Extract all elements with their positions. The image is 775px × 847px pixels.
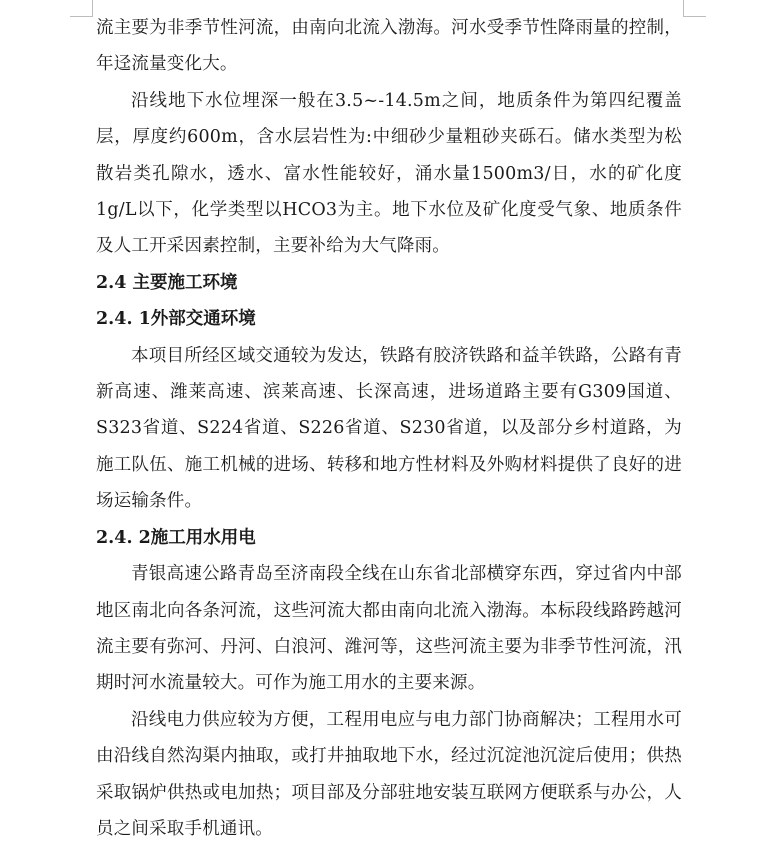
heading-external-traffic: 2.4. 1外部交通环境 [96, 309, 256, 330]
crop-mark-left [70, 0, 93, 17]
paragraph-river-flow: 流主要为非季节性河流，由南向北流入渤海。河水受季节性降雨量的控制，年迳流量变化大。 [96, 18, 682, 75]
heading-construction-environment: 2.4 主要施工环境 [96, 272, 238, 293]
crop-mark-right [683, 0, 706, 17]
document-body [96, 10, 682, 847]
paragraph-traffic: 本项目所经区域交通较为发达，铁路有胶济铁路和益羊铁路，公路有青新高速、潍莱高速、滨莱高速、长深高速，进场道路主要有G309国道、S323省道、S224省道、S226省道、S230省道，以及部分乡村道路，为施工队伍、施工机械的进场、转移和地方性材料及外购材料提供了良好的进场运输条件。 [96, 345, 682, 512]
heading-water-power: 2.4. 2施工用水用电 [96, 527, 256, 548]
paragraph-groundwater: 沿线地下水位埋深一般在3.5~-14.5m之间，地质条件为第四纪覆盖层，厚度约600m，含水层岩性为:中细砂少量粗砂夹砾石。储水类型为松散岩类孔隙水，透水、富水性能较好，涌水量1500m3/日，水的矿化度1g/L以下，化学类型以HCO3为主。地下水位及矿化度受气象、地质条件及人工开采因素控制，主要补给为大气降雨。 [96, 90, 682, 257]
paragraph-power-supply: 沿线电力供应较为方便，工程用电应与电力部门协商解决；工程用水可由沿线自然沟渠内抽取，或打井抽取地下水，经过沉淀池沉淀后使用；供热采取锅炉供热或电加热；项目部及分部驻地安装互联网方便联系与办公，人员之间采取手机通讯。 [96, 709, 682, 839]
paragraph-water-source: 青银高速公路青岛至济南段全线在山东省北部横穿东西，穿过省内中部地区南北向各条河流，这些河流大都由南向北流入渤海。本标段线路跨越河流主要有弥河、丹河、白浪河、潍河等，这些河流主要为非季节性河流，汛期时河水流量较大。可作为施工用水的主要来源。 [96, 564, 682, 694]
